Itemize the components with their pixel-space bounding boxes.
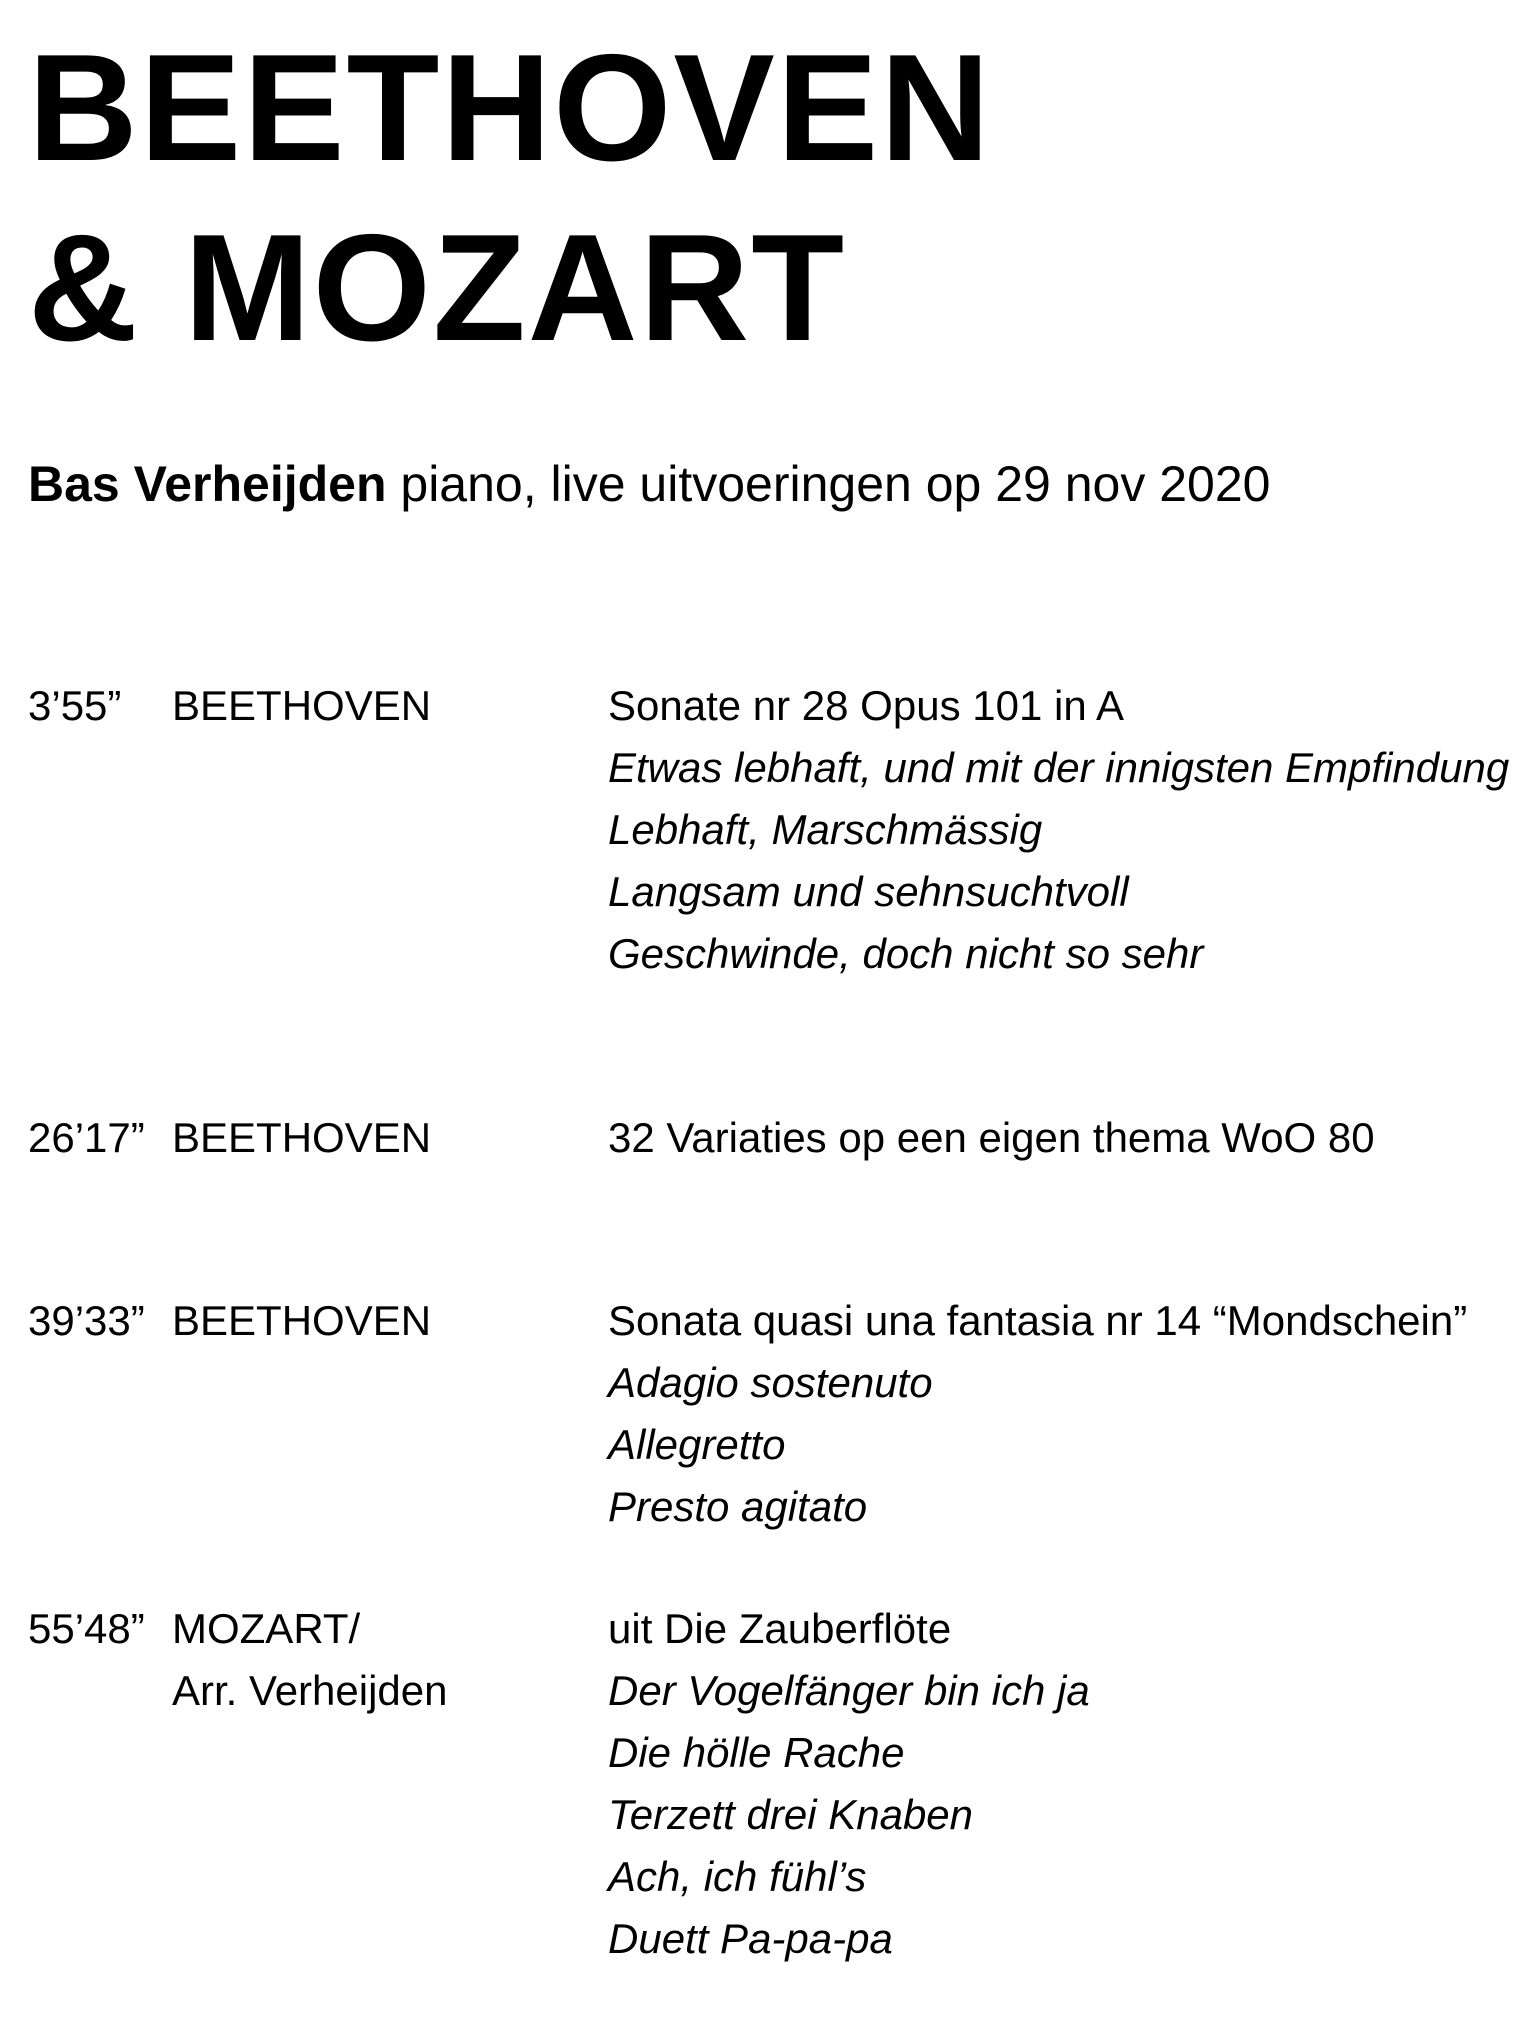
work-title: uit Die Zauberflöte bbox=[608, 1605, 952, 1652]
movement: Geschwinde, doch nicht so sehr bbox=[608, 930, 1204, 977]
track-time: 39’33” bbox=[28, 1297, 145, 1344]
composer bbox=[172, 1598, 448, 1722]
work bbox=[608, 1598, 1090, 1970]
composer-name: BEETHOVEN bbox=[172, 1114, 432, 1161]
movement: Der Vogelfänger bin ich ja bbox=[608, 1667, 1090, 1714]
composer bbox=[172, 675, 431, 737]
work-title: Sonata quasi una fantasia nr 14 “Mondschein” bbox=[608, 1297, 1468, 1344]
performer-name: Bas Verheijden bbox=[28, 456, 387, 512]
track-time: 3’55” bbox=[28, 682, 122, 729]
composer bbox=[172, 1107, 431, 1169]
movement: Lebhaft, Marschmässig bbox=[608, 806, 1043, 853]
work bbox=[608, 1107, 1375, 1169]
title-line-1: BEETHOVEN bbox=[28, 23, 992, 193]
movement: Die hölle Rache bbox=[608, 1729, 905, 1776]
arranger-name: Arr. Verheijden bbox=[172, 1667, 448, 1714]
work-title: 32 Variaties op een eigen thema WoO 80 bbox=[608, 1114, 1375, 1161]
work bbox=[608, 675, 1509, 985]
movement: Langsam und sehnsuchtvoll bbox=[608, 868, 1129, 915]
page-title bbox=[28, 18, 992, 378]
movement: Presto agitato bbox=[608, 1483, 868, 1530]
movement: Adagio sostenuto bbox=[608, 1359, 933, 1406]
movement: Etwas lebhaft, und mit der innigsten Empfindung bbox=[608, 744, 1510, 791]
performer-subtitle bbox=[28, 452, 1270, 516]
performance-details: piano, live uitvoeringen op 29 nov 2020 bbox=[386, 456, 1271, 512]
work bbox=[608, 1290, 1467, 1538]
movement: Terzett drei Knaben bbox=[608, 1791, 974, 1838]
composer-name: MOZART/ bbox=[172, 1605, 361, 1652]
movement: Ach, ich fühl’s bbox=[608, 1853, 867, 1900]
composer-name: BEETHOVEN bbox=[172, 1297, 432, 1344]
movement: Duett Pa-pa-pa bbox=[608, 1915, 893, 1962]
track-time: 55’48” bbox=[28, 1605, 145, 1652]
title-line-2: & MOZART bbox=[28, 203, 847, 373]
movement: Allegretto bbox=[608, 1421, 786, 1468]
composer-name: BEETHOVEN bbox=[172, 682, 432, 729]
track-time: 26’17” bbox=[28, 1114, 145, 1161]
work-title: Sonate nr 28 Opus 101 in A bbox=[608, 682, 1125, 729]
composer bbox=[172, 1290, 431, 1352]
